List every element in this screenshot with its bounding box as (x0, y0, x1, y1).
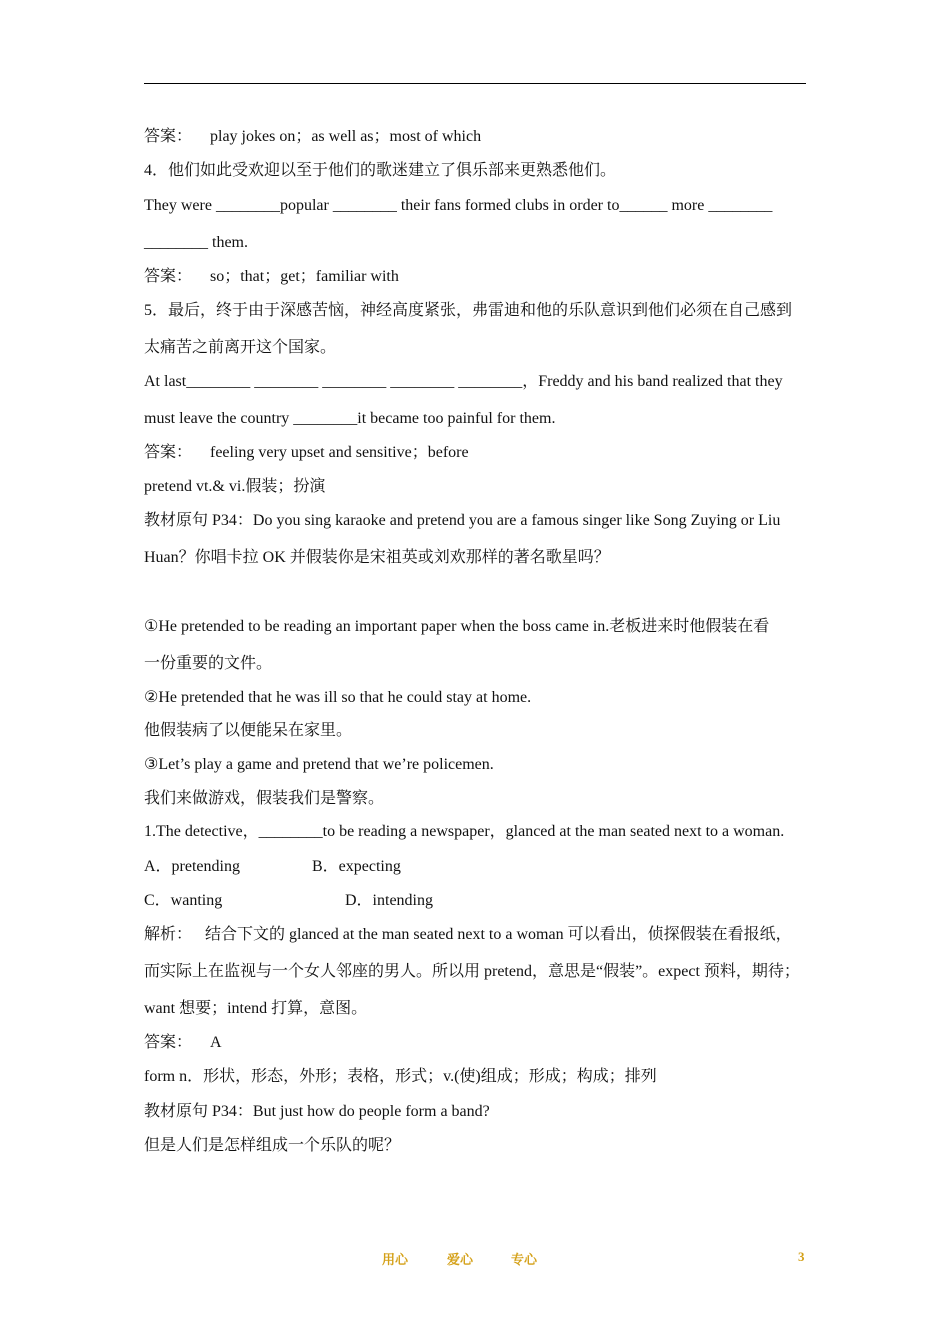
option-a: A．pretending (144, 858, 240, 875)
vocab-pretend: pretend vt.& vi.假装；扮演 (144, 478, 326, 495)
answer-line-2 (144, 267, 399, 287)
exercise-1-options-ab (144, 857, 401, 877)
footer-yongxin: 用心 (382, 1253, 409, 1268)
question-4-en-2: ________ them. (144, 234, 248, 251)
answer-label: 答案： (144, 128, 193, 145)
exercise-1-question: 1.The detective，________to be reading a newspaper，glanced at the man seated next to a woman. (144, 823, 785, 840)
example-3-cn: 我们来做游戏，假装我们是警察。 (144, 790, 385, 807)
page-number: 3 (798, 1249, 805, 1264)
answer-text: A (210, 1034, 222, 1051)
option-c: C．wanting (144, 892, 223, 909)
question-5-en-2: must leave the country ________it became too painful for them. (144, 410, 556, 427)
answer-line-1 (144, 127, 481, 147)
textbook-quote-2: 教材原句 P34：But just how do people form a band? (144, 1103, 490, 1120)
option-b: B．expecting (312, 858, 401, 875)
textbook-quote-1: 教材原句 P34：Do you sing karaoke and pretend you are a famous singer like Song Zuying or Liu (144, 512, 781, 529)
answer-text: so；that；get；familiar with (210, 268, 399, 285)
footer-aixin: 爱心 (447, 1253, 474, 1268)
footer-zhuanxin: 专心 (511, 1253, 538, 1268)
header-rule (144, 83, 806, 84)
example-1-cont: 一份重要的文件。 (144, 655, 273, 672)
analysis-label: 解析： (144, 926, 193, 943)
question-5-cn-1: 5．最后，终于由于深感苦恼，神经高度紧张，弗雷迪和他的乐队意识到他们必须在自己感到 (144, 302, 793, 319)
example-1-en: ①He pretended to be reading an important paper when the boss came in.老板进来时他假装在看 (144, 618, 770, 635)
answer-text: play jokes on；as well as；most of which (210, 128, 482, 145)
textbook-quote-1-cont: Huan？你唱卡拉 OK 并假装你是宋祖英或刘欢那样的著名歌星吗？ (144, 549, 610, 566)
question-4-en-1: They were ________popular ________ their fans formed clubs in order to______ more ________ (144, 197, 773, 214)
analysis-line-3: want 想要；intend 打算，意图。 (144, 1000, 368, 1017)
example-2-en: ②He pretended that he was ill so that he could stay at home. (144, 689, 532, 706)
answer-line-4 (144, 1033, 222, 1053)
option-d: D．intending (345, 892, 433, 909)
analysis-line-1 (144, 925, 792, 945)
analysis-text: 结合下文的 glanced at the man seated next to a woman 可以看出，侦探假装在看报纸， (205, 926, 792, 943)
answer-label: 答案： (144, 1034, 193, 1051)
answer-text: feeling very upset and sensitive；before (210, 444, 469, 461)
example-2-cn: 他假装病了以便能呆在家里。 (144, 722, 353, 739)
analysis-line-2: 而实际上在监视与一个女人邻座的男人。所以用 pretend，意思是“假装”。expect 预料，期待； (144, 963, 800, 980)
example-3-en: ③Let’s play a game and pretend that we’re policemen. (144, 756, 494, 773)
question-4-cn: 4．他们如此受欢迎以至于他们的歌迷建立了俱乐部来更熟悉他们。 (144, 162, 617, 179)
vocab-form: form n．形状，形态，外形；表格，形式；v.(使)组成；形成；构成；排列 (144, 1068, 657, 1085)
question-5-en-1: At last________ ________ ________ ________ ________，Freddy and his band realized that they (144, 373, 783, 390)
question-5-cn-2: 太痛苦之前离开这个国家。 (144, 339, 337, 356)
answer-label: 答案： (144, 444, 193, 461)
exercise-1-options-cd (144, 891, 433, 911)
answer-line-3 (144, 443, 469, 463)
answer-label: 答案： (144, 268, 193, 285)
textbook-quote-2-cn: 但是人们是怎样组成一个乐队的呢？ (144, 1137, 401, 1154)
